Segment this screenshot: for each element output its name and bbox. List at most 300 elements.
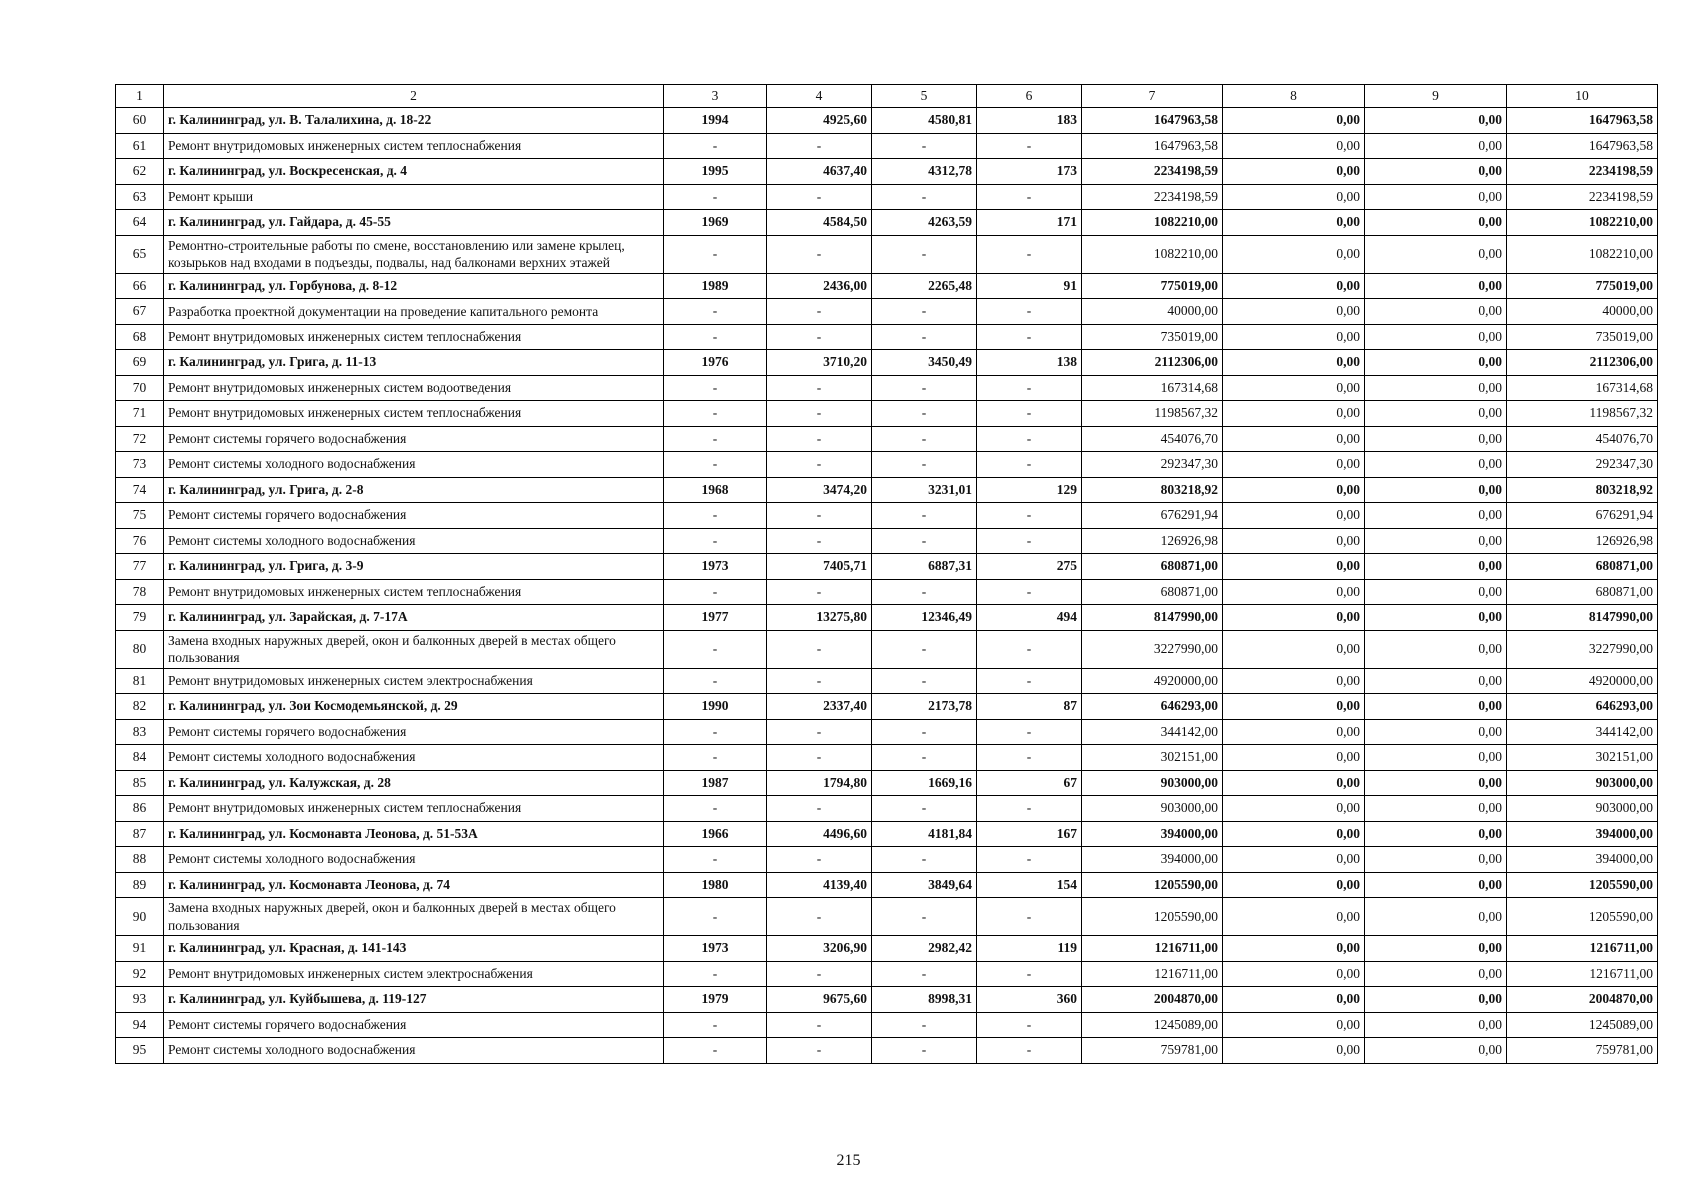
col5-cell: 4312,78 — [872, 159, 977, 185]
col4-cell: 3710,20 — [767, 350, 872, 376]
header-cell: 3 — [664, 85, 767, 108]
col5-cell: 3450,49 — [872, 350, 977, 376]
col5-cell: - — [872, 796, 977, 822]
row-number-cell: 74 — [116, 477, 164, 503]
col5-cell: - — [872, 503, 977, 529]
col3-cell: 1966 — [664, 821, 767, 847]
item-name-cell: Ремонт системы холодного водоснабжения — [164, 452, 664, 478]
col7-cell: 1198567,32 — [1082, 401, 1223, 427]
col7-cell: 646293,00 — [1082, 694, 1223, 720]
work-item-row — [116, 1038, 1658, 1064]
col10-cell: 40000,00 — [1507, 299, 1658, 325]
col4-cell: - — [767, 1038, 872, 1064]
col10-cell: 2234198,59 — [1507, 184, 1658, 210]
col5-cell: - — [872, 528, 977, 554]
col6-cell: 167 — [977, 821, 1082, 847]
address-row — [116, 273, 1658, 299]
col4-cell: - — [767, 503, 872, 529]
col4-cell: - — [767, 235, 872, 273]
col4-cell: 9675,60 — [767, 987, 872, 1013]
col3-cell: - — [664, 668, 767, 694]
col10-cell: 1647963,58 — [1507, 108, 1658, 134]
item-name-cell: Ремонт внутридомовых инженерных систем теплоснабжения — [164, 133, 664, 159]
col5-cell: - — [872, 1012, 977, 1038]
row-number-cell: 75 — [116, 503, 164, 529]
col9-cell: 0,00 — [1365, 796, 1507, 822]
item-name-cell: Ремонт внутридомовых инженерных систем теплоснабжения — [164, 401, 664, 427]
col10-cell: 1216711,00 — [1507, 961, 1658, 987]
col8-cell: 0,00 — [1223, 579, 1365, 605]
col4-cell: - — [767, 796, 872, 822]
row-number-cell: 67 — [116, 299, 164, 325]
col5-cell: - — [872, 235, 977, 273]
col3-cell: - — [664, 847, 767, 873]
item-name-cell: г. Калининград, ул. Куйбышева, д. 119-127 — [164, 987, 664, 1013]
col4-cell: 4925,60 — [767, 108, 872, 134]
col8-cell: 0,00 — [1223, 324, 1365, 350]
work-item-row — [116, 719, 1658, 745]
work-item-row — [116, 401, 1658, 427]
address-row — [116, 936, 1658, 962]
col5-cell: - — [872, 745, 977, 771]
col7-cell: 302151,00 — [1082, 745, 1223, 771]
col7-cell: 803218,92 — [1082, 477, 1223, 503]
col8-cell: 0,00 — [1223, 719, 1365, 745]
col4-cell: - — [767, 1012, 872, 1038]
col7-cell: 680871,00 — [1082, 554, 1223, 580]
col5-cell: 4580,81 — [872, 108, 977, 134]
col8-cell: 0,00 — [1223, 401, 1365, 427]
col5-cell: 1669,16 — [872, 770, 977, 796]
col7-cell: 2004870,00 — [1082, 987, 1223, 1013]
col4-cell: - — [767, 452, 872, 478]
col4-cell: - — [767, 324, 872, 350]
header-cell: 10 — [1507, 85, 1658, 108]
header-cell: 5 — [872, 85, 977, 108]
col10-cell: 1647963,58 — [1507, 133, 1658, 159]
col4-cell: 2337,40 — [767, 694, 872, 720]
work-item-row — [116, 528, 1658, 554]
col3-cell: 1977 — [664, 605, 767, 631]
row-number-cell: 93 — [116, 987, 164, 1013]
col7-cell: 1082210,00 — [1082, 210, 1223, 236]
address-row — [116, 694, 1658, 720]
col7-cell: 394000,00 — [1082, 847, 1223, 873]
col10-cell: 1205590,00 — [1507, 898, 1658, 936]
address-row — [116, 554, 1658, 580]
col3-cell: - — [664, 745, 767, 771]
col3-cell: - — [664, 503, 767, 529]
col7-cell: 394000,00 — [1082, 821, 1223, 847]
col6-cell: 119 — [977, 936, 1082, 962]
col6-cell: 154 — [977, 872, 1082, 898]
col7-cell: 2234198,59 — [1082, 159, 1223, 185]
item-name-cell: Ремонт системы горячего водоснабжения — [164, 426, 664, 452]
col6-cell: - — [977, 324, 1082, 350]
col6-cell: 360 — [977, 987, 1082, 1013]
col4-cell: - — [767, 426, 872, 452]
col5-cell: - — [872, 668, 977, 694]
col7-cell: 3227990,00 — [1082, 630, 1223, 668]
item-name-cell: Ремонт внутридомовых инженерных систем электроснабжения — [164, 668, 664, 694]
col10-cell: 903000,00 — [1507, 796, 1658, 822]
col5-cell: - — [872, 1038, 977, 1064]
col4-cell: 4637,40 — [767, 159, 872, 185]
item-name-cell: Ремонт внутридомовых инженерных систем электроснабжения — [164, 961, 664, 987]
item-name-cell: Разработка проектной документации на проведение капитального ремонта — [164, 299, 664, 325]
col10-cell: 8147990,00 — [1507, 605, 1658, 631]
col7-cell: 1082210,00 — [1082, 235, 1223, 273]
row-number-cell: 70 — [116, 375, 164, 401]
col3-cell: 1995 — [664, 159, 767, 185]
col3-cell: 1973 — [664, 936, 767, 962]
address-row — [116, 159, 1658, 185]
work-item-row — [116, 452, 1658, 478]
col5-cell: - — [872, 133, 977, 159]
col8-cell: 0,00 — [1223, 936, 1365, 962]
col6-cell: 67 — [977, 770, 1082, 796]
col8-cell: 0,00 — [1223, 821, 1365, 847]
item-name-cell: Ремонт системы холодного водоснабжения — [164, 1038, 664, 1064]
col7-cell: 167314,68 — [1082, 375, 1223, 401]
col3-cell: 1979 — [664, 987, 767, 1013]
row-number-cell: 85 — [116, 770, 164, 796]
col9-cell: 0,00 — [1365, 1012, 1507, 1038]
col4-cell: - — [767, 579, 872, 605]
row-number-cell: 76 — [116, 528, 164, 554]
col10-cell: 394000,00 — [1507, 847, 1658, 873]
row-number-cell: 61 — [116, 133, 164, 159]
col9-cell: 0,00 — [1365, 235, 1507, 273]
item-name-cell: Ремонт внутридомовых инженерных систем теплоснабжения — [164, 579, 664, 605]
col9-cell: 0,00 — [1365, 299, 1507, 325]
col9-cell: 0,00 — [1365, 324, 1507, 350]
item-name-cell: г. Калининград, ул. Грига, д. 3-9 — [164, 554, 664, 580]
item-name-cell: Замена входных наружных дверей, окон и балконных дверей в местах общего пользования — [164, 898, 664, 936]
col5-cell: - — [872, 375, 977, 401]
col7-cell: 2112306,00 — [1082, 350, 1223, 376]
col6-cell: - — [977, 630, 1082, 668]
item-name-cell: г. Калининград, ул. Грига, д. 11-13 — [164, 350, 664, 376]
col5-cell: - — [872, 184, 977, 210]
col10-cell: 735019,00 — [1507, 324, 1658, 350]
work-item-row — [116, 184, 1658, 210]
col8-cell: 0,00 — [1223, 477, 1365, 503]
col9-cell: 0,00 — [1365, 375, 1507, 401]
col3-cell: 1968 — [664, 477, 767, 503]
col7-cell: 454076,70 — [1082, 426, 1223, 452]
col6-cell: - — [977, 235, 1082, 273]
col7-cell: 292347,30 — [1082, 452, 1223, 478]
col9-cell: 0,00 — [1365, 426, 1507, 452]
col4-cell: - — [767, 745, 872, 771]
col6-cell: 171 — [977, 210, 1082, 236]
col3-cell: 1989 — [664, 273, 767, 299]
item-name-cell: г. Калининград, ул. Грига, д. 2-8 — [164, 477, 664, 503]
col8-cell: 0,00 — [1223, 898, 1365, 936]
item-name-cell: г. Калининград, ул. Зои Космодемьянской, д. 29 — [164, 694, 664, 720]
row-number-cell: 95 — [116, 1038, 164, 1064]
col10-cell: 3227990,00 — [1507, 630, 1658, 668]
col5-cell: - — [872, 719, 977, 745]
work-item-row — [116, 961, 1658, 987]
col5-cell: - — [872, 324, 977, 350]
col9-cell: 0,00 — [1365, 159, 1507, 185]
col8-cell: 0,00 — [1223, 133, 1365, 159]
header-cell: 6 — [977, 85, 1082, 108]
col6-cell: - — [977, 796, 1082, 822]
item-name-cell: Ремонт системы холодного водоснабжения — [164, 528, 664, 554]
col6-cell: - — [977, 1012, 1082, 1038]
header-cell: 9 — [1365, 85, 1507, 108]
col8-cell: 0,00 — [1223, 159, 1365, 185]
col8-cell: 0,00 — [1223, 184, 1365, 210]
col7-cell: 759781,00 — [1082, 1038, 1223, 1064]
col3-cell: - — [664, 898, 767, 936]
col4-cell: 3474,20 — [767, 477, 872, 503]
col10-cell: 394000,00 — [1507, 821, 1658, 847]
col9-cell: 0,00 — [1365, 770, 1507, 796]
col3-cell: - — [664, 324, 767, 350]
col3-cell: 1976 — [664, 350, 767, 376]
col5-cell: - — [872, 401, 977, 427]
address-row — [116, 108, 1658, 134]
col4-cell: - — [767, 898, 872, 936]
col10-cell: 676291,94 — [1507, 503, 1658, 529]
row-number-cell: 60 — [116, 108, 164, 134]
col5-cell: 4181,84 — [872, 821, 977, 847]
col4-cell: - — [767, 961, 872, 987]
col6-cell: - — [977, 847, 1082, 873]
row-number-cell: 63 — [116, 184, 164, 210]
work-item-row — [116, 579, 1658, 605]
col9-cell: 0,00 — [1365, 872, 1507, 898]
col9-cell: 0,00 — [1365, 108, 1507, 134]
col7-cell: 775019,00 — [1082, 273, 1223, 299]
col3-cell: - — [664, 426, 767, 452]
col6-cell: - — [977, 401, 1082, 427]
col7-cell: 903000,00 — [1082, 770, 1223, 796]
col3-cell: - — [664, 528, 767, 554]
col3-cell: 1987 — [664, 770, 767, 796]
col10-cell: 646293,00 — [1507, 694, 1658, 720]
col9-cell: 0,00 — [1365, 630, 1507, 668]
item-name-cell: г. Калининград, ул. Гайдара, д. 45-55 — [164, 210, 664, 236]
col5-cell: 2173,78 — [872, 694, 977, 720]
col6-cell: - — [977, 719, 1082, 745]
col8-cell: 0,00 — [1223, 630, 1365, 668]
row-number-cell: 64 — [116, 210, 164, 236]
col10-cell: 4920000,00 — [1507, 668, 1658, 694]
col5-cell: 6887,31 — [872, 554, 977, 580]
work-item-row — [116, 898, 1658, 936]
col6-cell: 494 — [977, 605, 1082, 631]
col6-cell: 129 — [977, 477, 1082, 503]
col5-cell: - — [872, 630, 977, 668]
item-name-cell: г. Калининград, ул. Горбунова, д. 8-12 — [164, 273, 664, 299]
row-number-cell: 87 — [116, 821, 164, 847]
row-number-cell: 62 — [116, 159, 164, 185]
col3-cell: - — [664, 1012, 767, 1038]
item-name-cell: Ремонтно-строительные работы по смене, восстановлению или замене крылец, козырьков над входами в подъезды, подвалы, над балконами верхних этажей — [164, 235, 664, 273]
col8-cell: 0,00 — [1223, 426, 1365, 452]
column-number-header-row — [116, 85, 1658, 108]
header-cell: 8 — [1223, 85, 1365, 108]
col10-cell: 302151,00 — [1507, 745, 1658, 771]
col9-cell: 0,00 — [1365, 579, 1507, 605]
address-row — [116, 987, 1658, 1013]
col10-cell: 903000,00 — [1507, 770, 1658, 796]
col8-cell: 0,00 — [1223, 528, 1365, 554]
col5-cell: 12346,49 — [872, 605, 977, 631]
col8-cell: 0,00 — [1223, 210, 1365, 236]
col5-cell: - — [872, 299, 977, 325]
col6-cell: - — [977, 579, 1082, 605]
col3-cell: - — [664, 375, 767, 401]
col8-cell: 0,00 — [1223, 745, 1365, 771]
col10-cell: 292347,30 — [1507, 452, 1658, 478]
work-item-row — [116, 1012, 1658, 1038]
work-item-row — [116, 299, 1658, 325]
col6-cell: - — [977, 1038, 1082, 1064]
col8-cell: 0,00 — [1223, 375, 1365, 401]
col7-cell: 1205590,00 — [1082, 872, 1223, 898]
col4-cell: - — [767, 184, 872, 210]
col8-cell: 0,00 — [1223, 770, 1365, 796]
address-row — [116, 210, 1658, 236]
row-number-cell: 79 — [116, 605, 164, 631]
col7-cell: 1216711,00 — [1082, 936, 1223, 962]
col6-cell: - — [977, 528, 1082, 554]
col4-cell: - — [767, 299, 872, 325]
col9-cell: 0,00 — [1365, 694, 1507, 720]
col4-cell: 3206,90 — [767, 936, 872, 962]
item-name-cell: г. Калининград, ул. В. Талалихина, д. 18-22 — [164, 108, 664, 134]
row-number-cell: 82 — [116, 694, 164, 720]
col6-cell: - — [977, 898, 1082, 936]
item-name-cell: Ремонт системы холодного водоснабжения — [164, 745, 664, 771]
col10-cell: 344142,00 — [1507, 719, 1658, 745]
col7-cell: 40000,00 — [1082, 299, 1223, 325]
col3-cell: - — [664, 796, 767, 822]
col8-cell: 0,00 — [1223, 1038, 1365, 1064]
col3-cell: - — [664, 719, 767, 745]
col5-cell: 4263,59 — [872, 210, 977, 236]
row-number-cell: 91 — [116, 936, 164, 962]
work-item-row — [116, 630, 1658, 668]
work-item-row — [116, 235, 1658, 273]
row-number-cell: 69 — [116, 350, 164, 376]
col5-cell: 2265,48 — [872, 273, 977, 299]
col8-cell: 0,00 — [1223, 235, 1365, 273]
col10-cell: 2234198,59 — [1507, 159, 1658, 185]
item-name-cell: Ремонт системы холодного водоснабжения — [164, 847, 664, 873]
col6-cell: 138 — [977, 350, 1082, 376]
row-number-cell: 73 — [116, 452, 164, 478]
col3-cell: - — [664, 133, 767, 159]
col4-cell: - — [767, 375, 872, 401]
col9-cell: 0,00 — [1365, 350, 1507, 376]
item-name-cell: г. Калининград, ул. Воскресенская, д. 4 — [164, 159, 664, 185]
row-number-cell: 88 — [116, 847, 164, 873]
item-name-cell: Ремонт системы горячего водоснабжения — [164, 1012, 664, 1038]
col9-cell: 0,00 — [1365, 847, 1507, 873]
col10-cell: 454076,70 — [1507, 426, 1658, 452]
page-number: 215 — [836, 1152, 861, 1169]
col6-cell: 275 — [977, 554, 1082, 580]
col8-cell: 0,00 — [1223, 605, 1365, 631]
col8-cell: 0,00 — [1223, 554, 1365, 580]
col9-cell: 0,00 — [1365, 936, 1507, 962]
col9-cell: 0,00 — [1365, 477, 1507, 503]
row-number-cell: 80 — [116, 630, 164, 668]
col5-cell: - — [872, 898, 977, 936]
col7-cell: 1647963,58 — [1082, 133, 1223, 159]
work-item-row — [116, 133, 1658, 159]
work-item-row — [116, 426, 1658, 452]
col10-cell: 167314,68 — [1507, 375, 1658, 401]
col4-cell: - — [767, 847, 872, 873]
address-row — [116, 477, 1658, 503]
col9-cell: 0,00 — [1365, 821, 1507, 847]
col6-cell: 87 — [977, 694, 1082, 720]
col4-cell: 2436,00 — [767, 273, 872, 299]
col9-cell: 0,00 — [1365, 452, 1507, 478]
row-number-cell: 68 — [116, 324, 164, 350]
col8-cell: 0,00 — [1223, 847, 1365, 873]
col8-cell: 0,00 — [1223, 273, 1365, 299]
header-cell: 4 — [767, 85, 872, 108]
repair-program-table — [115, 84, 1658, 1064]
col9-cell: 0,00 — [1365, 898, 1507, 936]
col3-cell: - — [664, 184, 767, 210]
col4-cell: - — [767, 719, 872, 745]
header-cell: 2 — [164, 85, 664, 108]
col8-cell: 0,00 — [1223, 987, 1365, 1013]
col9-cell: 0,00 — [1365, 745, 1507, 771]
col8-cell: 0,00 — [1223, 350, 1365, 376]
col7-cell: 126926,98 — [1082, 528, 1223, 554]
col7-cell: 344142,00 — [1082, 719, 1223, 745]
work-item-row — [116, 503, 1658, 529]
col4-cell: 4584,50 — [767, 210, 872, 236]
col6-cell: - — [977, 961, 1082, 987]
col10-cell: 2112306,00 — [1507, 350, 1658, 376]
col9-cell: 0,00 — [1365, 273, 1507, 299]
work-item-row — [116, 324, 1658, 350]
col5-cell: - — [872, 579, 977, 605]
col8-cell: 0,00 — [1223, 796, 1365, 822]
col8-cell: 0,00 — [1223, 108, 1365, 134]
col8-cell: 0,00 — [1223, 1012, 1365, 1038]
col10-cell: 1082210,00 — [1507, 210, 1658, 236]
col5-cell: 2982,42 — [872, 936, 977, 962]
col10-cell: 1198567,32 — [1507, 401, 1658, 427]
col6-cell: - — [977, 133, 1082, 159]
col10-cell: 1216711,00 — [1507, 936, 1658, 962]
col3-cell: - — [664, 452, 767, 478]
address-row — [116, 821, 1658, 847]
col3-cell: - — [664, 299, 767, 325]
col7-cell: 676291,94 — [1082, 503, 1223, 529]
col4-cell: - — [767, 630, 872, 668]
row-number-cell: 81 — [116, 668, 164, 694]
col10-cell: 1245089,00 — [1507, 1012, 1658, 1038]
table-body — [116, 85, 1658, 1064]
work-item-row — [116, 847, 1658, 873]
col8-cell: 0,00 — [1223, 503, 1365, 529]
col7-cell: 1245089,00 — [1082, 1012, 1223, 1038]
